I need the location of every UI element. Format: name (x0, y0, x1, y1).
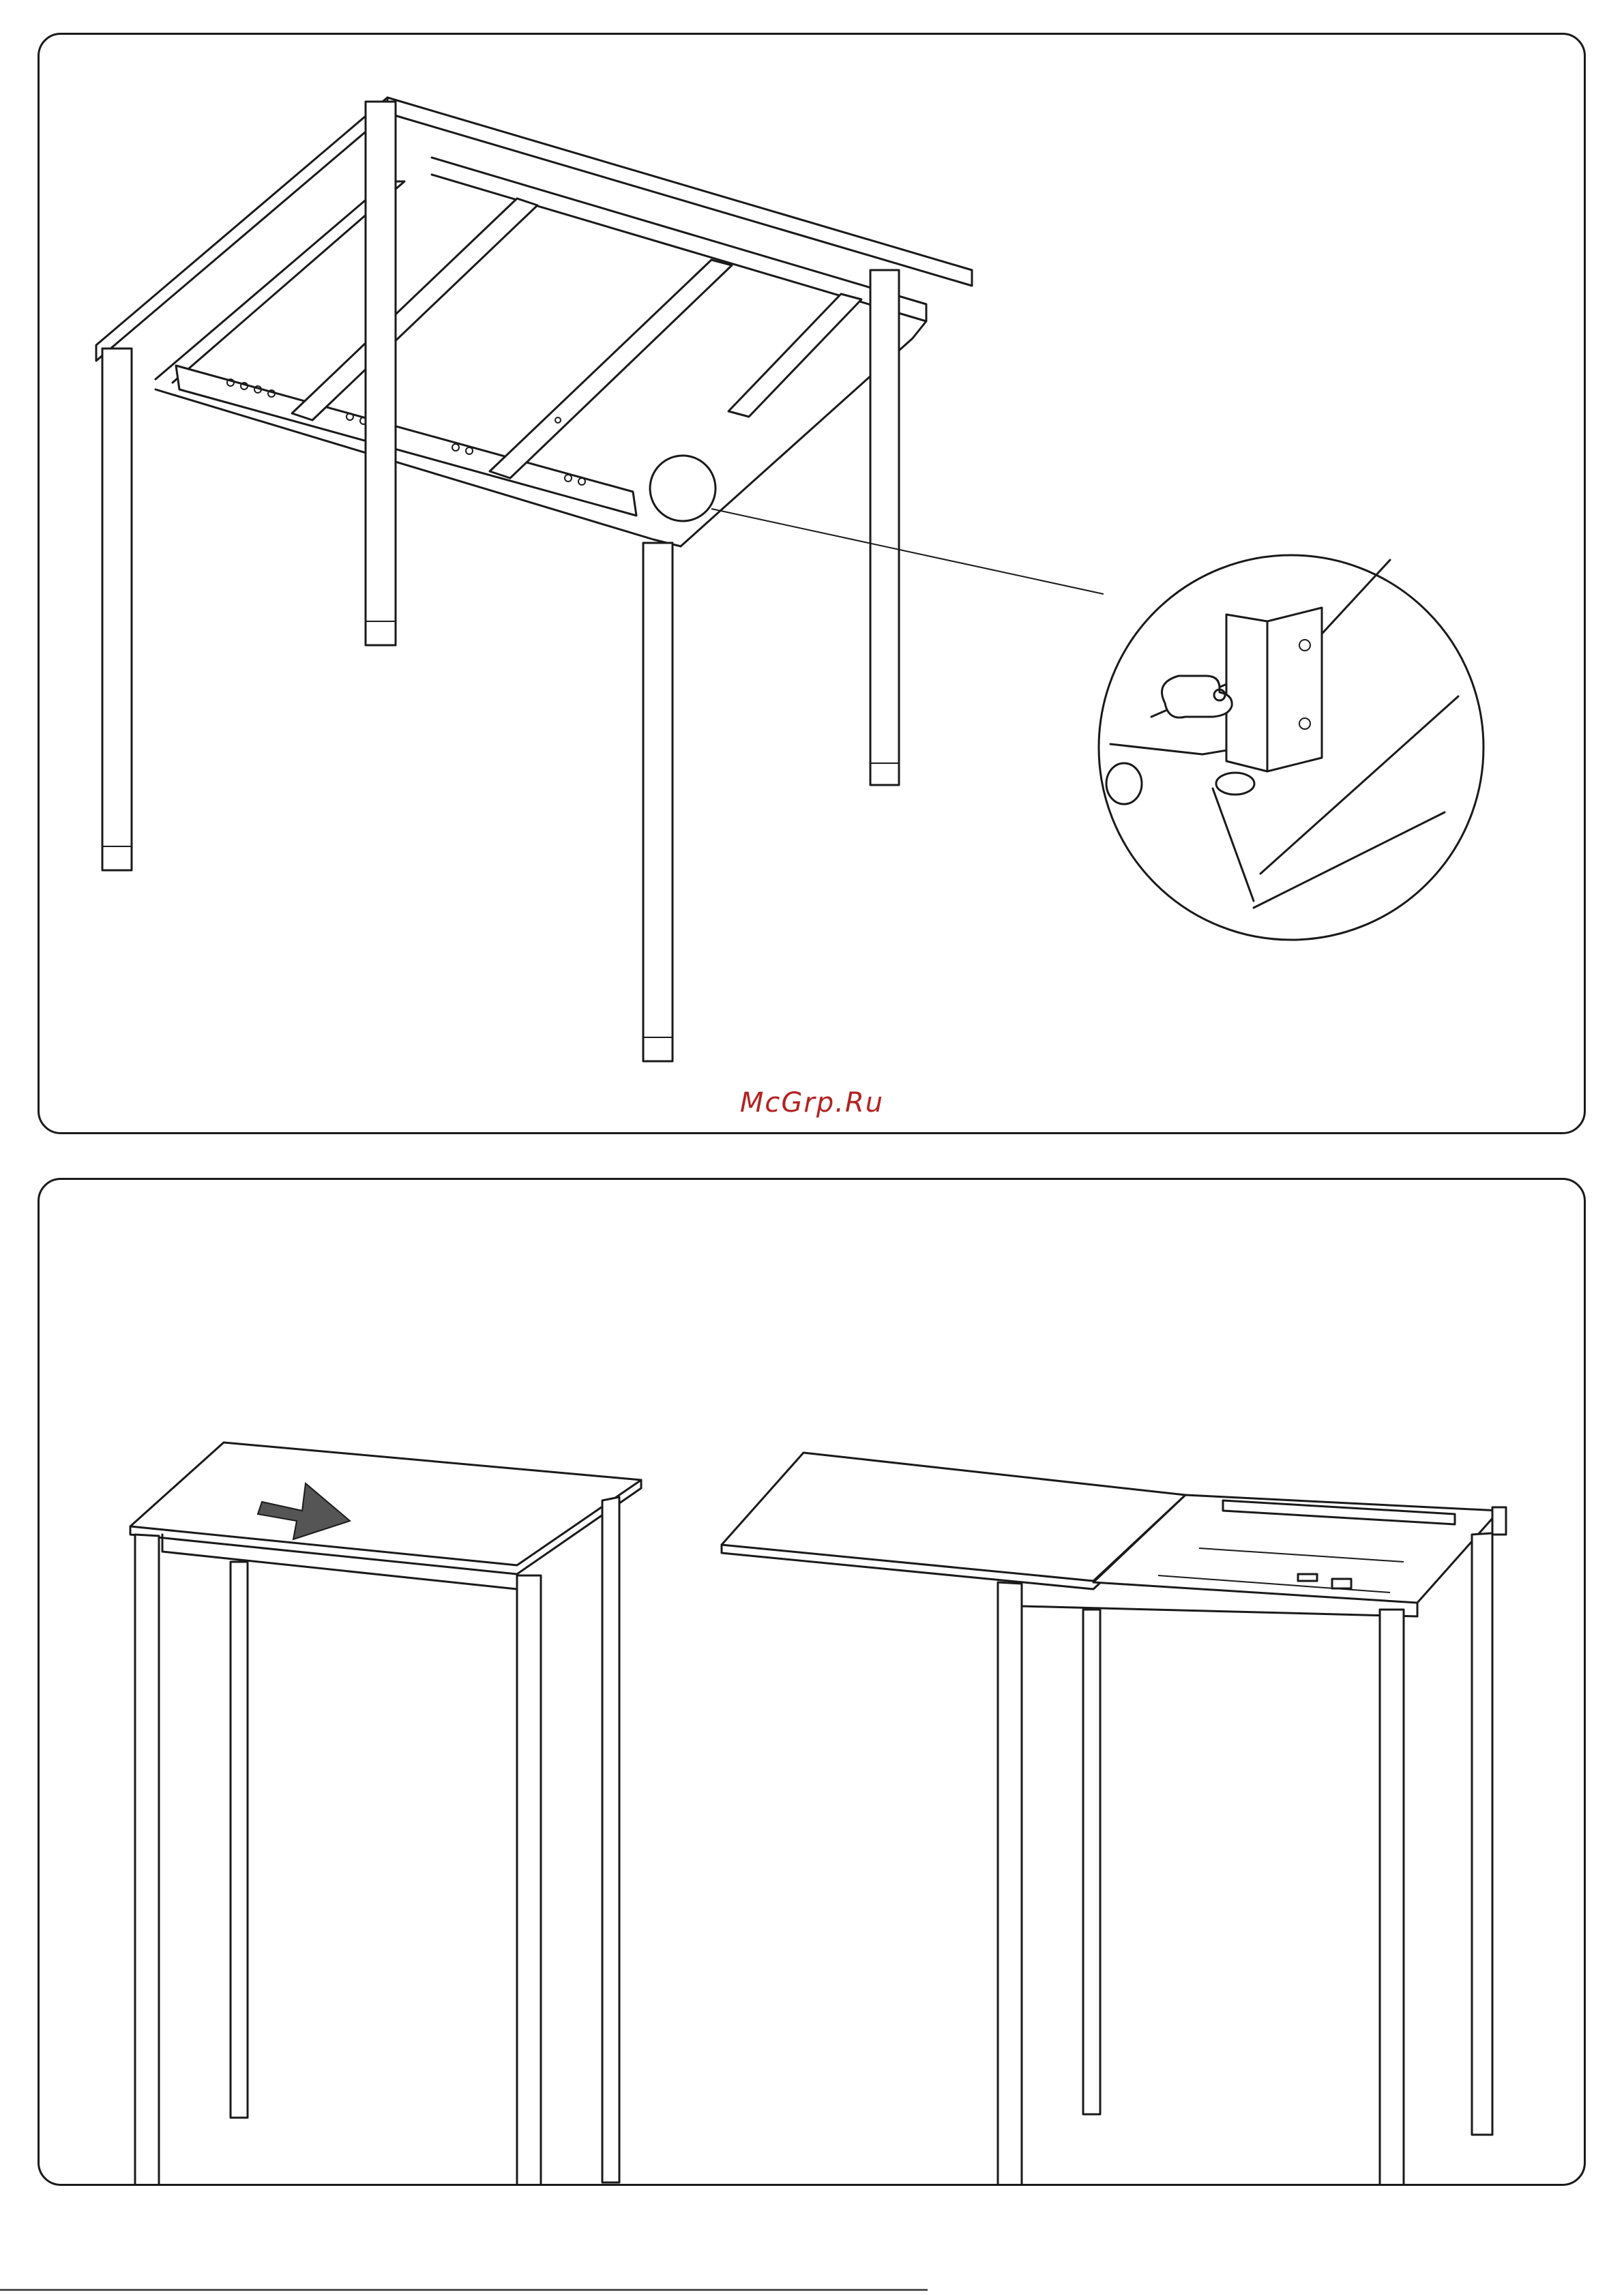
table-leg-front-left (102, 349, 132, 870)
extended-leg-front-left (998, 1582, 1022, 2186)
frame-corner (1492, 1507, 1506, 1535)
table-leg-front-right (643, 543, 673, 1061)
cross-batten-3 (728, 294, 861, 417)
table-extension-illustration (40, 1180, 1586, 2186)
cross-batten-2 (490, 260, 732, 478)
detail-leader-line (711, 509, 1104, 594)
extended-leg-back-right (1472, 1533, 1492, 2135)
footer-rule (0, 2289, 928, 2291)
watermark: McGrp.Ru (739, 1087, 885, 1119)
table-underside-illustration (40, 35, 1586, 1134)
slide-rail (176, 366, 636, 516)
lock-pin (1216, 773, 1254, 795)
pointing-hand-icon (1162, 676, 1232, 717)
closed-table (130, 1442, 641, 2186)
bottom-instruction-panel (38, 1178, 1586, 2186)
lock-bracket (1226, 615, 1267, 771)
extended-leg-front-right (1380, 1610, 1404, 2186)
closed-leg-front-left (135, 1535, 159, 2186)
frame-clip-1 (1298, 1574, 1317, 1581)
closed-leg-back-left (231, 1562, 248, 2118)
frame-clip-2 (1332, 1579, 1351, 1588)
magnified-detail (1099, 555, 1483, 940)
lock-bracket-side (1267, 608, 1322, 771)
top-instruction-panel (38, 33, 1586, 1134)
apron-front (156, 389, 681, 546)
table-leg-back-left (366, 102, 396, 645)
detail-marker-circle (650, 456, 715, 521)
closed-tabletop (130, 1442, 641, 1565)
extended-leg-back-left (1083, 1610, 1100, 2114)
extended-table (722, 1453, 1506, 2186)
closed-leg-front-right (517, 1575, 541, 2186)
table-leg-back-right (870, 270, 899, 785)
closed-leg-back-right (602, 1497, 619, 2182)
